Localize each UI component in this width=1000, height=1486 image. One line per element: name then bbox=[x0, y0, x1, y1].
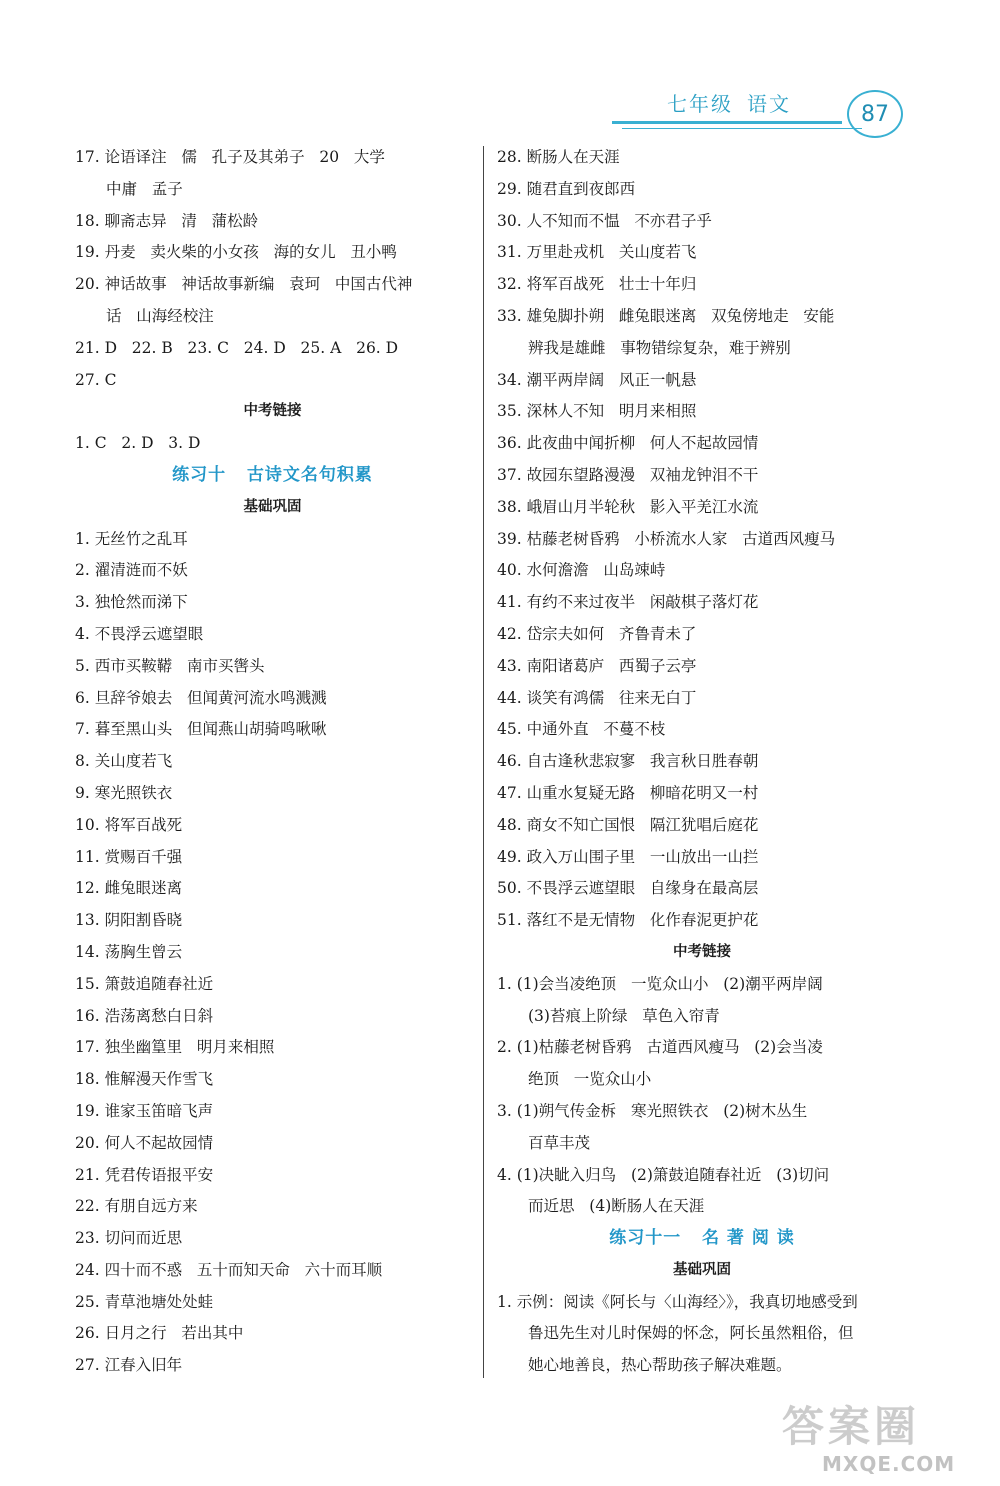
answer-line-continued: 百草丰茂 bbox=[528, 1133, 591, 1152]
answer-line: 31. 万里赴戎机 关山度若飞 bbox=[497, 243, 697, 262]
answer-line: 4. 不畏浮云遮望眼 bbox=[75, 624, 204, 643]
answer-line: 23. 切问而近思 bbox=[75, 1229, 183, 1248]
answer-line: 45. 中通外直 不蔓不枝 bbox=[497, 720, 666, 739]
header-rule-thin bbox=[622, 128, 862, 129]
watermark-text: 答案圈 bbox=[782, 1402, 921, 1451]
answer-line: 4. (1)决眦入归鸟 (2)箫鼓追随春社近 (3)切问 bbox=[497, 1165, 830, 1184]
answer-line: 48. 商女不知亡国恨 隔江犹唱后庭花 bbox=[497, 815, 759, 834]
answer-line: 34. 潮平两岸阔 风正一帆悬 bbox=[497, 370, 697, 389]
answer-line: 50. 不畏浮云遮望眼 自缘身在最高层 bbox=[497, 879, 759, 898]
answer-line: 1. (1)会当凌绝顶 一览众山小 (2)潮平两岸阔 bbox=[497, 974, 823, 993]
header-grade: 七年级 bbox=[667, 92, 733, 116]
answer-line: 20. 神话故事 神话故事新编 袁珂 中国古代神 bbox=[75, 275, 413, 294]
answer-line: 28. 断肠人在天涯 bbox=[497, 148, 620, 166]
header-title bbox=[667, 88, 805, 117]
answer-line: 19. 谁家玉笛暗飞声 bbox=[75, 1101, 214, 1120]
answer-line: 41. 有约不来过夜半 闲敲棋子落灯花 bbox=[497, 593, 759, 612]
answer-line: 1. 示例：阅读《阿长与〈山海经〉》，我真切地感受到 bbox=[497, 1292, 858, 1311]
answer-line: 17. 论语译注 儒 孔子及其弟子 20 大学 bbox=[75, 148, 385, 166]
answer-line-continued: 辨我是雄雌 事物错综复杂，难于辨别 bbox=[528, 338, 791, 357]
answer-line: 51. 落红不是无情物 化作春泥更护花 bbox=[497, 911, 759, 930]
answer-line: 15. 箫鼓追随春社近 bbox=[75, 974, 214, 993]
answer-line-continued: 鲁迅先生对儿时保姆的怀念，阿长虽然粗俗，但 bbox=[528, 1324, 854, 1343]
answer-line: 14. 荡胸生曾云 bbox=[75, 942, 183, 961]
answer-line: 21. 凭君传语报平安 bbox=[75, 1165, 214, 1184]
section-title: 练习十一 名 著 阅 读 bbox=[609, 1228, 795, 1249]
answer-line: 20. 何人不起故园情 bbox=[75, 1133, 214, 1152]
answer-line: 26. 日月之行 若出其中 bbox=[75, 1324, 244, 1343]
answer-line: 47. 山重水复疑无路 柳暗花明又一村 bbox=[497, 783, 759, 802]
answer-line: 13. 阴阳割昏晓 bbox=[75, 911, 183, 930]
answer-line: 18. 惟解漫天作雪飞 bbox=[75, 1070, 214, 1089]
watermark-url: MXQE.COM bbox=[822, 1452, 956, 1476]
answer-line: 49. 政入万山围子里 一山放出一山拦 bbox=[497, 847, 759, 866]
answer-line: 27. 江春入旧年 bbox=[75, 1356, 183, 1375]
answer-line: 7. 暮至黑山头 但闻燕山胡骑鸣啾啾 bbox=[75, 720, 327, 739]
answer-line: 36. 此夜曲中闻折柳 何人不起故园情 bbox=[497, 434, 759, 453]
answer-line: 21. D 22. B 23. C 24. D 25. A 26. D bbox=[75, 338, 399, 357]
answer-line: 39. 枯藤老树昏鸦 小桥流水人家 古道西风瘦马 bbox=[497, 529, 836, 548]
answer-line: 6. 旦辞爷娘去 但闻黄河流水鸣溅溅 bbox=[75, 688, 327, 707]
answer-line-continued: (3)苔痕上阶绿 草色入帘青 bbox=[528, 1006, 720, 1025]
answer-line: 3. (1)朔气传金柝 寒光照铁衣 (2)树木丛生 bbox=[497, 1101, 808, 1120]
answer-line: 43. 南阳诸葛庐 西蜀子云亭 bbox=[497, 656, 697, 675]
right-column bbox=[497, 142, 907, 1382]
answer-line: 10. 将军百战死 bbox=[75, 815, 183, 834]
header-subject: 语文 bbox=[747, 92, 791, 116]
answer-line: 8. 关山度若飞 bbox=[75, 752, 173, 771]
answer-line: 32. 将军百战死 壮士十年归 bbox=[497, 275, 697, 294]
answer-line: 11. 赏赐百千强 bbox=[75, 847, 183, 866]
answer-line: 44. 谈笑有鸿儒 往来无白丁 bbox=[497, 688, 697, 707]
answer-line-continued: 中庸 孟子 bbox=[106, 179, 183, 198]
page-header bbox=[612, 88, 912, 148]
answer-line: 33. 雄兔脚扑朔 雌兔眼迷离 双兔傍地走 安能 bbox=[497, 306, 835, 325]
answer-line: 40. 水何澹澹 山岛竦峙 bbox=[497, 561, 666, 580]
answer-line: 1. 无丝竹之乱耳 bbox=[75, 529, 188, 548]
answer-line: 1. C 2. D 3. D bbox=[75, 434, 201, 453]
answer-line: 5. 西市买鞍鞯 南市买辔头 bbox=[75, 656, 265, 675]
answer-line: 42. 岱宗夫如何 齐鲁青未了 bbox=[497, 624, 697, 643]
answer-line-continued: 而近思 (4)断肠人在天涯 bbox=[528, 1197, 705, 1216]
answer-line: 46. 自古逢秋悲寂寥 我言秋日胜春朝 bbox=[497, 752, 759, 771]
answer-line: 22. 有朋自远方来 bbox=[75, 1197, 198, 1216]
answer-line-continued: 她心地善良，热心帮助孩子解决难题。 bbox=[528, 1356, 792, 1375]
section-title: 练习十 古诗文名句积累 bbox=[172, 464, 373, 485]
answer-line: 25. 青草池塘处处蛙 bbox=[75, 1292, 214, 1311]
answer-line-continued: 绝顶 一览众山小 bbox=[528, 1070, 652, 1089]
answer-line: 35. 深林人不知 明月来相照 bbox=[497, 402, 697, 421]
answer-line: 3. 独怆然而涕下 bbox=[75, 593, 188, 612]
answer-line: 12. 雌兔眼迷离 bbox=[75, 879, 183, 898]
answer-line: 2. (1)枯藤老树昏鸦 古道西风瘦马 (2)会当凌 bbox=[497, 1038, 823, 1057]
answer-line: 19. 丹麦 卖火柴的小女孩 海的女儿 丑小鸭 bbox=[75, 243, 397, 262]
answer-line: 29. 随君直到夜郎西 bbox=[497, 179, 636, 198]
left-column bbox=[75, 142, 470, 1382]
answer-line: 30. 人不知而不愠 不亦君子乎 bbox=[497, 211, 712, 230]
answer-line: 27. C bbox=[75, 370, 117, 389]
subsection-heading: 中考链接 bbox=[673, 943, 731, 960]
answer-line: 18. 聊斋志异 清 蒲松龄 bbox=[75, 211, 259, 230]
watermark-logo bbox=[778, 1390, 988, 1482]
answer-line: 16. 浩荡离愁白日斜 bbox=[75, 1006, 214, 1025]
column-divider bbox=[483, 146, 484, 1378]
answer-line: 38. 峨眉山月半轮秋 影入平羌江水流 bbox=[497, 497, 759, 516]
answer-line: 17. 独坐幽篁里 明月来相照 bbox=[75, 1038, 275, 1057]
subsection-heading: 基础巩固 bbox=[673, 1261, 731, 1278]
page-number: 87 bbox=[847, 90, 903, 138]
answer-line: 9. 寒光照铁衣 bbox=[75, 783, 173, 802]
subsection-heading: 中考链接 bbox=[243, 403, 302, 420]
answer-line: 37. 故园东望路漫漫 双袖龙钟泪不干 bbox=[497, 465, 759, 484]
answer-line: 2. 濯清涟而不妖 bbox=[75, 561, 188, 580]
answer-line-continued: 话 山海经校注 bbox=[106, 306, 214, 325]
subsection-heading: 基础巩固 bbox=[243, 498, 302, 515]
header-rule bbox=[612, 121, 842, 124]
answer-line: 24. 四十而不惑 五十而知天命 六十而耳顺 bbox=[75, 1260, 383, 1279]
